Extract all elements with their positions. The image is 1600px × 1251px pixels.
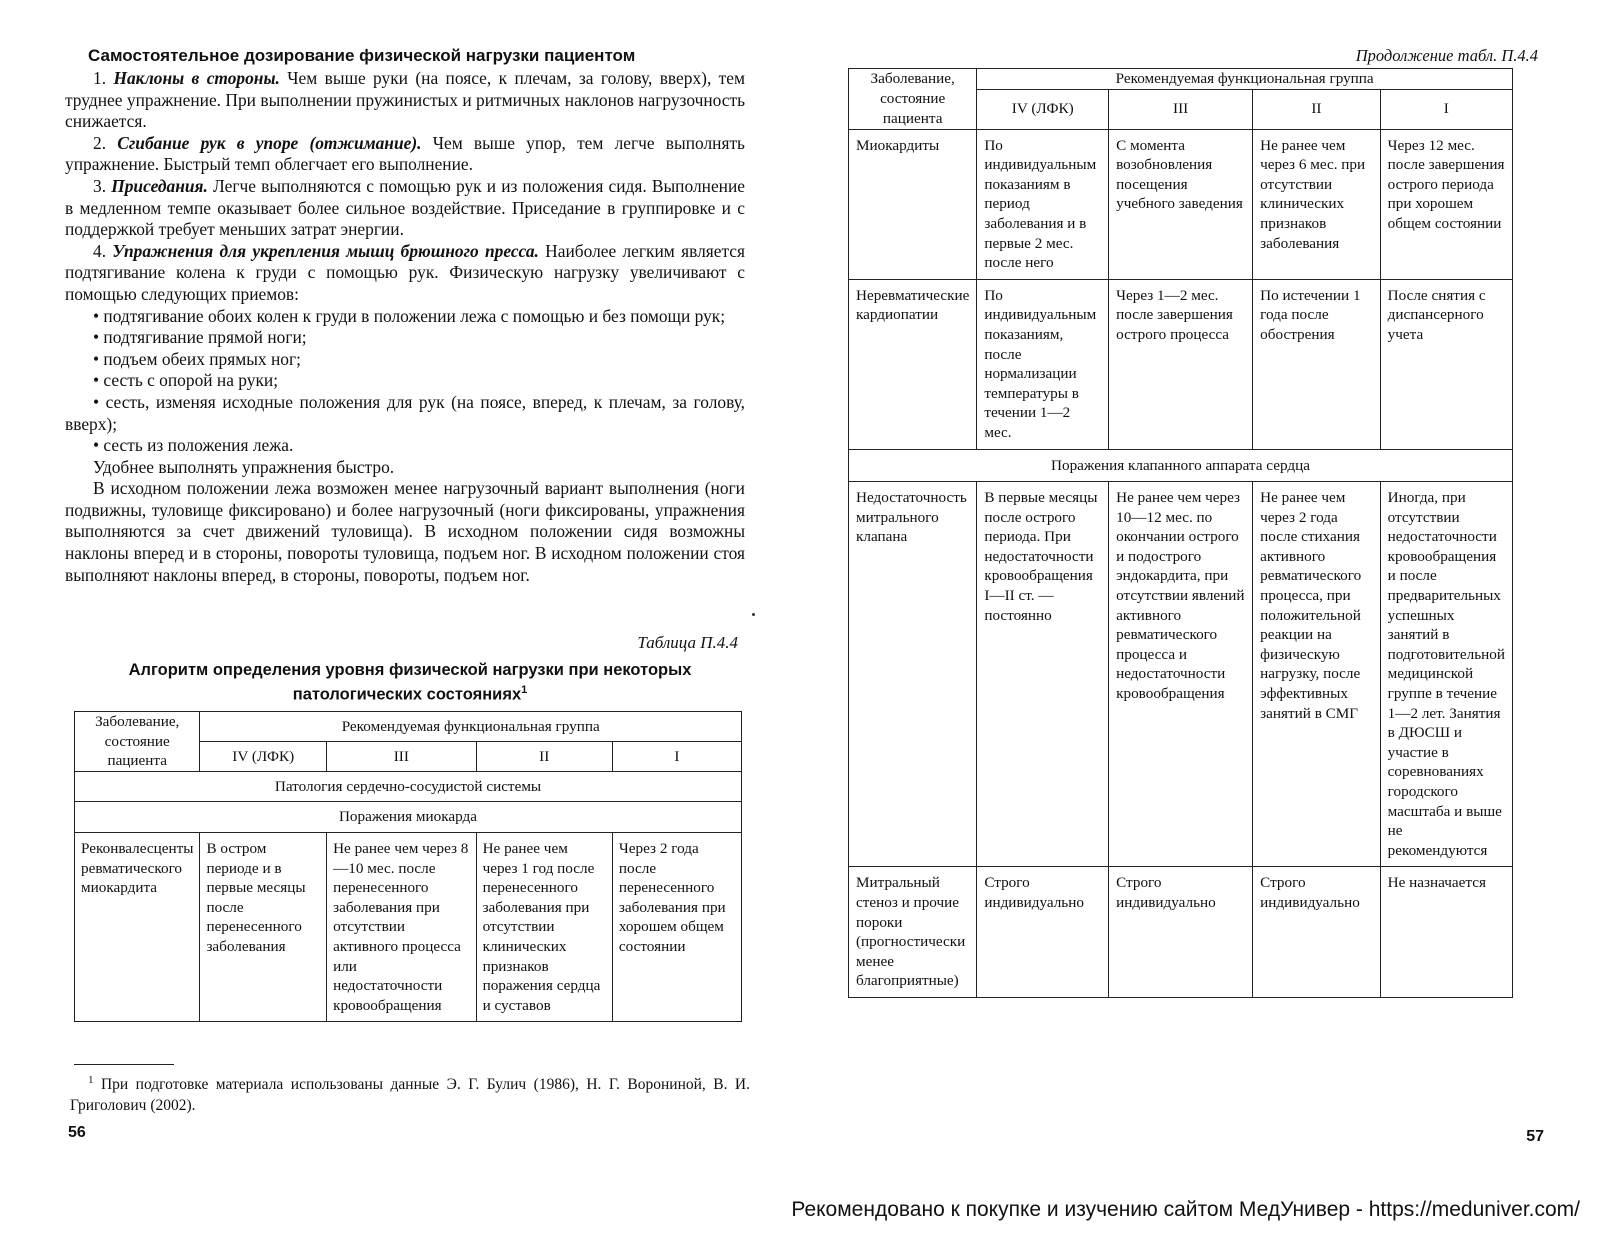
table-cell: В первые месяцы после острого периода. При недостаточности кровообращения I—II ст. — постоянно bbox=[977, 482, 1109, 867]
table-cell: По индивидуальным показаниям, после нормализации температуры в течении 1—2 мес. bbox=[977, 279, 1109, 449]
table-cell: Через 12 мес. после завершения острого периода при хорошем общем состоянии bbox=[1380, 129, 1512, 279]
header-col: IV (ЛФК) bbox=[200, 741, 327, 771]
table-cell: Недостаточность митрального клапана bbox=[849, 482, 977, 867]
continuation-label: Продолжение табл. П.4.4 bbox=[1355, 46, 1538, 65]
table-cell: Через 1—2 мес. после завершения острого процесса bbox=[1109, 279, 1253, 449]
section-row: Патология сердечно-сосудистой системы bbox=[75, 771, 742, 802]
table-cell: Не ранее чем через 10—12 мес. по окончании острого и подострого эндокардита, при отсутствии явлений активного ревматического процесса и недостаточности кровообращения bbox=[1109, 482, 1253, 867]
paragraph-2: 2. Сгибание рук в упоре (отжимание). Чем выше упор, тем легче выполнять упражнение. Быстрый темп облегчает его выполнение. bbox=[65, 132, 745, 175]
header-col: IV (ЛФК) bbox=[977, 89, 1109, 129]
table-p44-continued bbox=[848, 68, 1513, 998]
header-disease: Заболевание, состояние пациента bbox=[75, 712, 200, 772]
paragraph-5: Удобнее выполнять упражнения быстро. bbox=[93, 456, 395, 477]
paragraph-6: В исходном положении лежа возможен менее нагрузочный вариант выполнения (ноги подвижны, туловище фиксировано) и более нагрузочный (ноги фиксированы, упражнения выполняются за счет движений туловища). В исходном положении сидя возможны наклоны вперед и в стороны, повороты туловища, подъем ног. В исходном положении стоя выполняют наклоны вперед, в стороны, повороты, подъем ног. bbox=[65, 478, 745, 585]
footnote: $^1$ При подготовке материала использованы данные Э. Г. Булич (1986), Н. Г. Ворониной, В. И. Григолович (2002). bbox=[70, 1074, 751, 1115]
table-cell: Через 2 года после перенесенного заболевания при хорошем общем состоянии bbox=[612, 832, 741, 1021]
header-col: III bbox=[1109, 89, 1253, 129]
header-disease: Заболевание, состояние пациента bbox=[849, 69, 977, 130]
bullet-item: • сесть с опорой на руки; bbox=[93, 370, 279, 391]
table-cell: Не ранее чем через 1 год после перенесенного заболевания при отсутствии клинических признаков поражения сердца и суставов bbox=[476, 832, 612, 1021]
bullet-item: • сесть из положения лежа. bbox=[93, 435, 294, 456]
header-col: II bbox=[1253, 89, 1381, 129]
scan-dot bbox=[752, 613, 755, 616]
table-cell: По истечении 1 года после обострения bbox=[1253, 279, 1381, 449]
table-row bbox=[75, 832, 742, 1021]
table-cell: Неревматические кардиопатии bbox=[849, 279, 977, 449]
table-cell: Митральный стеноз и прочие пороки (прогностически менее благоприятные) bbox=[849, 867, 977, 998]
table-p44 bbox=[74, 711, 742, 1022]
table-row bbox=[849, 129, 1513, 279]
header-col: I bbox=[612, 741, 741, 771]
footnote-rule bbox=[74, 1064, 174, 1065]
section-title: Самостоятельное дозирование физической нагрузки пациентом bbox=[88, 46, 636, 65]
page-number: 56 bbox=[68, 1124, 86, 1141]
table-title: Алгоритм определения уровня физической нагрузки при некоторых патологических состояниях$^1$ bbox=[128, 661, 692, 704]
table-cell: Строго индивидуально bbox=[1109, 867, 1253, 998]
table-cell: Не назначается bbox=[1380, 867, 1512, 998]
body-text bbox=[65, 68, 745, 586]
bullet-item: • подъем обеих прямых ног; bbox=[93, 348, 301, 369]
meduniver-watermark: Рекомендовано к покупке и изучению сайтом МедУнивер - https://meduniver.com/ bbox=[791, 1198, 1580, 1221]
table-label: Таблица П.4.4 bbox=[637, 633, 738, 652]
table-row bbox=[849, 482, 1513, 867]
paragraph-1: 1. Наклоны в стороны. Чем выше руки (на поясе, к плечам, за голову, вверх), тем труднее упражнение. При выполнении пружинистых и ритмичных наклонов нагрузочность снижается. bbox=[65, 68, 746, 132]
left-page bbox=[60, 0, 760, 1190]
table-cell: Реконвалесценты ревматического миокардита bbox=[75, 832, 200, 1021]
table-cell: Иногда, при отсутствии недостаточности кровообращения и после предварительных успешных занятий в подготовительной медицинской группе в течение 1—2 лет. Занятия в ДЮСШ и участие в соревнованиях городского масштаба и выше не рекомендуются bbox=[1380, 482, 1512, 867]
table-cell: Не ранее чем через 2 года после стихания активного ревматического процесса, при положительной реакции на физическую нагрузку, после эффективных занятий в СМГ bbox=[1253, 482, 1381, 867]
table-cell: По индивидуальным показаниям в период заболевания и в первые 2 мес. после него bbox=[977, 129, 1109, 279]
table-cell: Строго индивидуально bbox=[977, 867, 1109, 998]
paragraph-3: 3. Приседания. Легче выполняются с помощью рук и из положения сидя. Выполнение в медленном темпе оказывает более сильное воздействие. Приседание в группировке и с поддержкой требует меньших затрат энергии. bbox=[65, 175, 745, 240]
bullet-item: • сесть, изменяя исходные положения для рук (на поясе, вперед, к плечам, за голову, вверх); bbox=[65, 391, 745, 434]
header-col: III bbox=[327, 741, 476, 771]
section-row: Поражения миокарда bbox=[75, 802, 742, 833]
table-cell: Не ранее чем через 8—10 мес. после перенесенного заболевания при отсутствии активного процесса или недостаточности кровообращения bbox=[327, 832, 476, 1021]
header-group: Рекомендуемая функциональная группа bbox=[200, 712, 742, 742]
table-cell: После снятия с диспансерного учета bbox=[1380, 279, 1512, 449]
table-row bbox=[849, 279, 1513, 449]
bullet-item: • подтягивание прямой ноги; bbox=[93, 327, 307, 348]
bullet-item: • подтягивание обоих колен к груди в положении лежа с помощью и без помощи рук; bbox=[93, 305, 726, 326]
section-row: Поражения клапанного аппарата сердца bbox=[849, 449, 1513, 482]
header-col: II bbox=[476, 741, 612, 771]
table-cell: Строго индивидуально bbox=[1253, 867, 1381, 998]
header-col: I bbox=[1380, 89, 1512, 129]
paragraph-4: 4. Упражнения для укрепления мышц брюшного пресса. Наиболее легким является подтягивание колена к груди с помощью рук. Физическую нагрузку увеличивают с помощью следующих приемов: bbox=[65, 240, 745, 304]
table-cell: С момента возобновления посещения учебного заведения bbox=[1109, 129, 1253, 279]
table-cell: В остром периоде и в первые месяцы после перенесенного заболевания bbox=[200, 832, 327, 1021]
table-cell: Миокардиты bbox=[849, 129, 977, 279]
right-page bbox=[856, 0, 1544, 1190]
table-row bbox=[849, 867, 1513, 998]
page-number: 57 bbox=[1526, 1128, 1544, 1145]
table-cell: Не ранее чем через 6 мес. при отсутствии клинических признаков заболевания bbox=[1253, 129, 1381, 279]
header-group: Рекомендуемая функциональная группа bbox=[977, 69, 1513, 90]
